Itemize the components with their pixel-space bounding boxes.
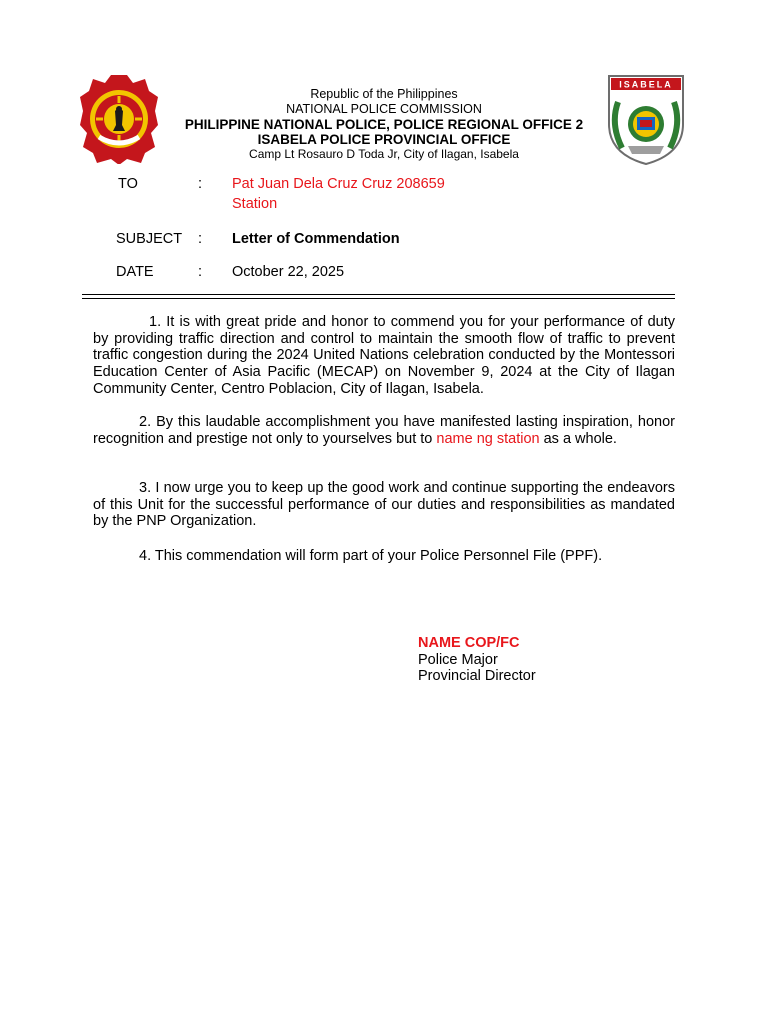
paragraph-4-text: 4. This commendation will form part of your Police Personnel File (PPF). [139, 548, 603, 564]
signatory-rank: Police Major [418, 651, 498, 668]
paragraph-1-text: 1. It is with great pride and honor to commend you for your performance of duty by providing traffic direction and control to maintain the smooth flow of traffic to prevent traffic congestion during the 2024 United Nations celebration conducted by the Montessori Education Center of Asia Pacific (MECAP) on November 9, 2024 at the City of Ilagan Community Center, Centro Poblacion, City of Ilagan, Isabela. [93, 314, 675, 397]
office-line: PHILIPPINE NATIONAL POLICE, POLICE REGIONAL OFFICE 2 [184, 117, 584, 132]
divider-rule-top [82, 294, 675, 295]
address-line: Camp Lt Rosauro D Toda Jr, City of Ilagan, Isabela [249, 147, 519, 161]
subject-label: SUBJECT [116, 231, 183, 247]
signatory-name: NAME COP/FC [418, 635, 520, 651]
to-value-line2: Station [232, 196, 278, 212]
republic-line: Republic of the Philippines [310, 87, 458, 101]
to-colon: : [198, 176, 203, 192]
paragraph-3 [93, 480, 675, 530]
isabela-banner-text: ISABELA [619, 79, 673, 90]
paragraph-2-before: 2. By this laudable accomplishment you have manifested lasting inspiration, honor recognition and prestige not only to yourselves but to [93, 414, 675, 447]
paragraph-2-after: as a whole. [539, 430, 617, 447]
isabela-ppo-seal-icon [607, 74, 685, 166]
paragraph-3-text: 3. I now urge you to keep up the good work and continue supporting the endeavors of this Unit for the successful performance of our duties and responsibilities as mandated by the PNP Organization. [93, 480, 675, 530]
provincial-office-line: ISABELA POLICE PROVINCIAL OFFICE [257, 132, 511, 147]
letterhead [160, 87, 608, 162]
station-name-placeholder: name ng station [436, 430, 540, 447]
paragraph-4 [93, 548, 675, 565]
to-label: TO [118, 176, 138, 192]
divider-rule-bottom [82, 298, 675, 299]
signatory-position: Provincial Director [418, 668, 536, 684]
signature-block [418, 635, 536, 685]
date-label: DATE [116, 264, 154, 280]
commission-line: NATIONAL POLICE COMMISSION [286, 102, 482, 116]
to-value-line1: Pat Juan Dela Cruz Cruz 208659 [232, 176, 445, 192]
date-colon: : [198, 264, 203, 280]
subject-value: Letter of Commendation [232, 231, 400, 247]
paragraph-1 [93, 314, 675, 398]
pnp-seal-icon [80, 74, 158, 164]
paragraph-2-text [93, 414, 675, 447]
date-value: October 22, 2025 [232, 264, 345, 280]
paragraph-2 [93, 414, 675, 447]
subject-colon: : [198, 231, 203, 247]
